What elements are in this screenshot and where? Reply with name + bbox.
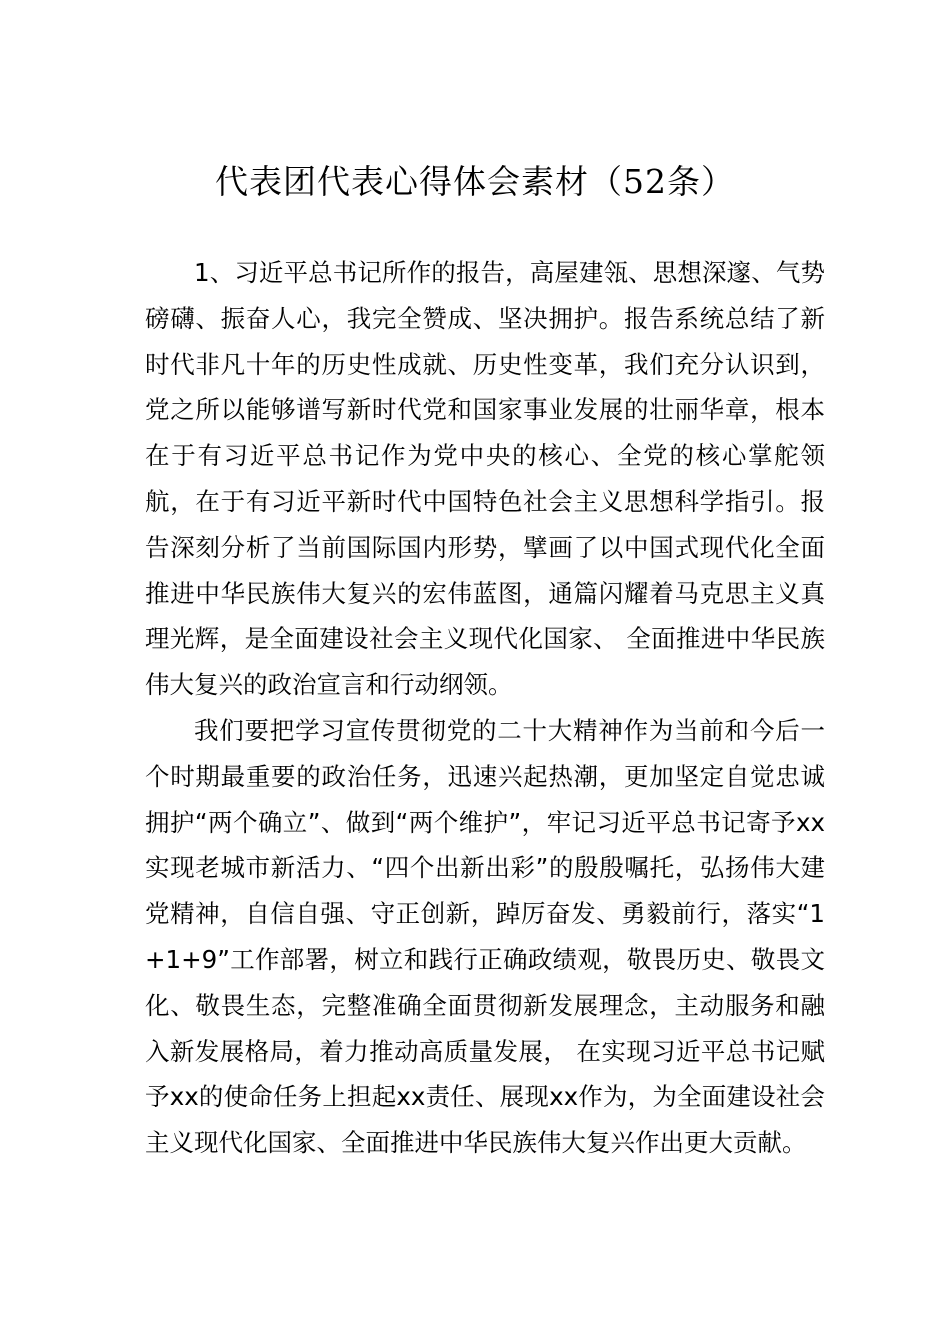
document-title: 代表团代表心得体会素材（52条） — [215, 162, 735, 201]
document-body — [145, 250, 825, 1166]
paragraph-1: 1、习近平总书记所作的报告，高屋建瓴、思想深邃、气势磅礴、振奋人心，我完全赞成、坚决拥护。报告系统总结了新时代非凡十年的历史性成就、历史性变革，我们充分认识到，党之所以能够谱写新时代党和国家事业发展的壮丽华章，根本在于有习近平总书记作为党中央的核心、全党的核心掌舵领航，在于有习近平新时代中国特色社会主义思想科学指引。报告深刻分析了当前国际国内形势，擘画了以中国式现代化全面推进中华民族伟大复兴的宏伟蓝图，通篇闪耀着马克思主义真理光辉，是全面建设社会主义现代化国家、 全面推进中华民族伟大复兴的政治宣言和行动纲领。 — [145, 258, 825, 700]
paragraph-2: 我们要把学习宣传贯彻党的二十大精神作为当前和今后一个时期最重要的政治任务，迅速兴起热潮，更加坚定自觉忠诚拥护“两个确立”、做到“两个维护”，牢记习近平总书记寄予xx实现老城市新活力、“四个出新出彩”的殷殷嘱托，弘扬伟大建党精神，自信自强、守正创新，踔厉奋发、勇毅前行，落实“1+1+9”工作部署，树立和践行正确政绩观，敬畏历史、敬畏文化、敬畏生态，完整准确全面贯彻新发展理念，主动服务和融入新发展格局，着力推动高质量发展， 在实现习近平总书记赋予xx的使命任务上担起xx责任、展现xx作为，为全面建设社会主义现代化国家、全面推进中华民族伟大复兴作出更大贡献。 — [145, 715, 825, 1158]
